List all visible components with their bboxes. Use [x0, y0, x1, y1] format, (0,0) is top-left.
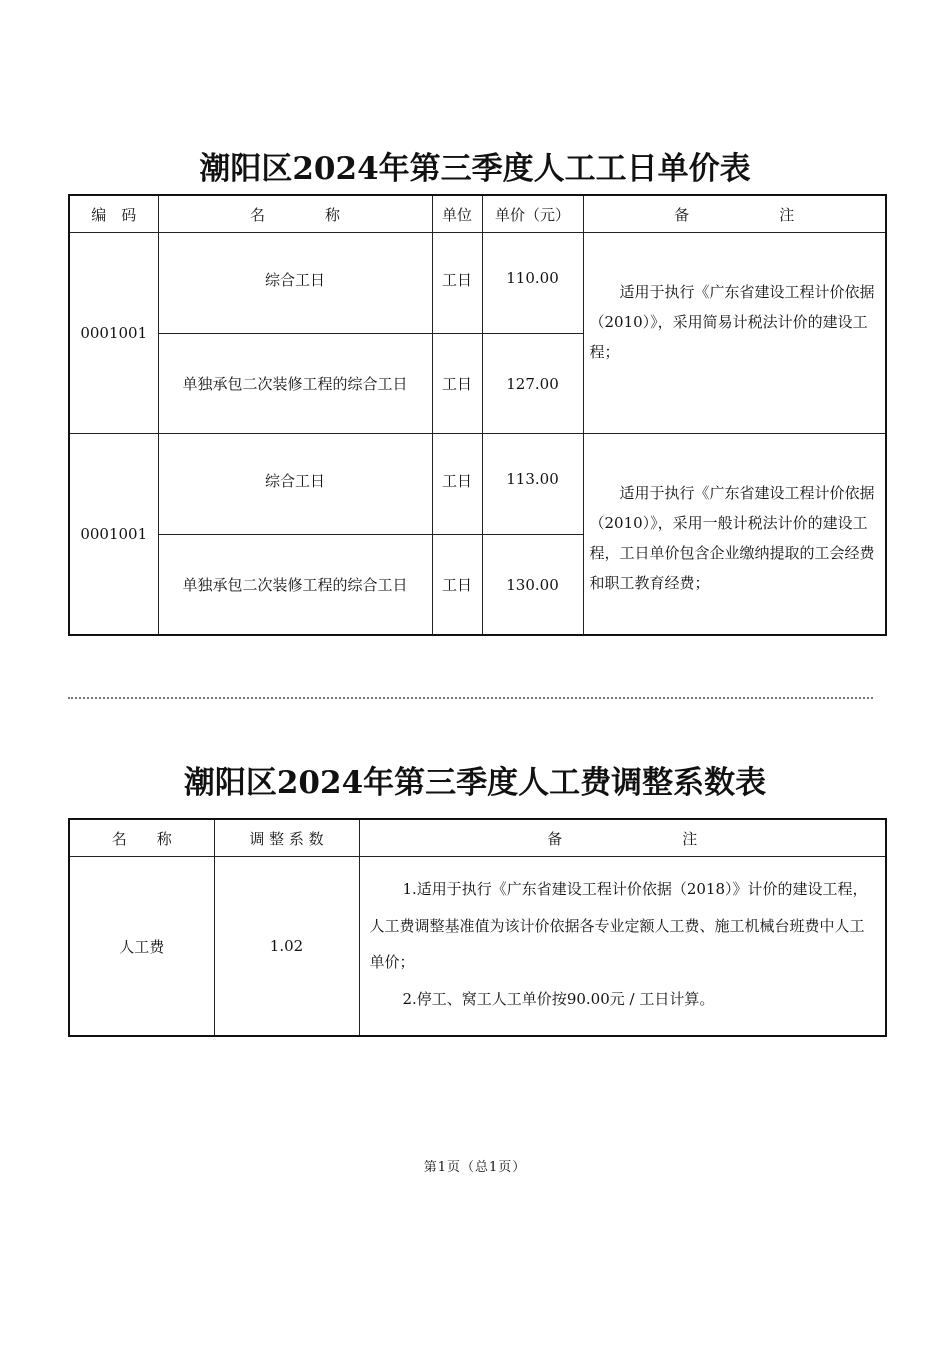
remark-text: 适用于执行《广东省建设工程计价依据（2010）》，采用一般计税法计价的建设工程，工日单价包含企业缴纳提取的工会经费和职工教育经费；	[589, 484, 875, 592]
row-name: 单独承包二次装修工程的综合工日	[158, 535, 432, 636]
remark-text: 适用于执行《广东省建设工程计价依据（2010）》，采用简易计税法计价的建设工程；	[589, 283, 875, 361]
row-unit: 工日	[432, 334, 482, 434]
row-unit: 工日	[432, 535, 482, 636]
section-divider	[68, 697, 873, 699]
table-row	[69, 857, 886, 1037]
row-coef: 1.02	[214, 857, 359, 1037]
labor-price-table	[68, 194, 887, 636]
row-unit: 工日	[432, 434, 482, 535]
header-unit: 单位	[432, 195, 482, 233]
labor-coefficient-table	[68, 818, 887, 1037]
remark-line-1: 1.适用于执行《广东省建设工程计价依据（2018）》计价的建设工程，人工费调整基准值为该计价依据各专业定额人工费、施工机械台班费中人工单价；	[369, 880, 868, 971]
row-code: 0001001	[69, 233, 158, 434]
table-header-row	[69, 195, 886, 233]
coefficient-table-title: 潮阳区2024年第三季度人工费调整系数表	[183, 765, 767, 801]
row-name: 单独承包二次装修工程的综合工日	[158, 334, 432, 434]
row-unit: 工日	[432, 233, 482, 334]
header-remark: 备 注	[583, 195, 886, 233]
table-header-row	[69, 819, 886, 857]
header-coef: 调 整 系 数	[214, 819, 359, 857]
header-name: 名 称	[158, 195, 432, 233]
row-price: 113.00	[482, 434, 583, 535]
remark-line-2: 2.停工、窝工人工单价按90.00元 / 工日计算。	[402, 989, 715, 1008]
table-row	[69, 233, 886, 334]
row-remark	[359, 857, 886, 1037]
row-code: 0001001	[69, 434, 158, 636]
row-remark	[583, 434, 886, 636]
row-price: 110.00	[482, 233, 583, 334]
row-name: 人工费	[69, 857, 214, 1037]
row-price: 127.00	[482, 334, 583, 434]
table-row	[69, 434, 886, 535]
row-name: 综合工日	[158, 434, 432, 535]
row-price: 130.00	[482, 535, 583, 636]
row-name: 综合工日	[158, 233, 432, 334]
header-price: 单价（元）	[482, 195, 583, 233]
row-remark	[583, 233, 886, 434]
page-footer: 第1页（总1页）	[423, 1160, 527, 1175]
header-code: 编 码	[69, 195, 158, 233]
header-remark: 备 注	[359, 819, 886, 857]
header-name: 名 称	[69, 819, 214, 857]
price-table-title: 潮阳区2024年第三季度人工工日单价表	[199, 151, 751, 187]
